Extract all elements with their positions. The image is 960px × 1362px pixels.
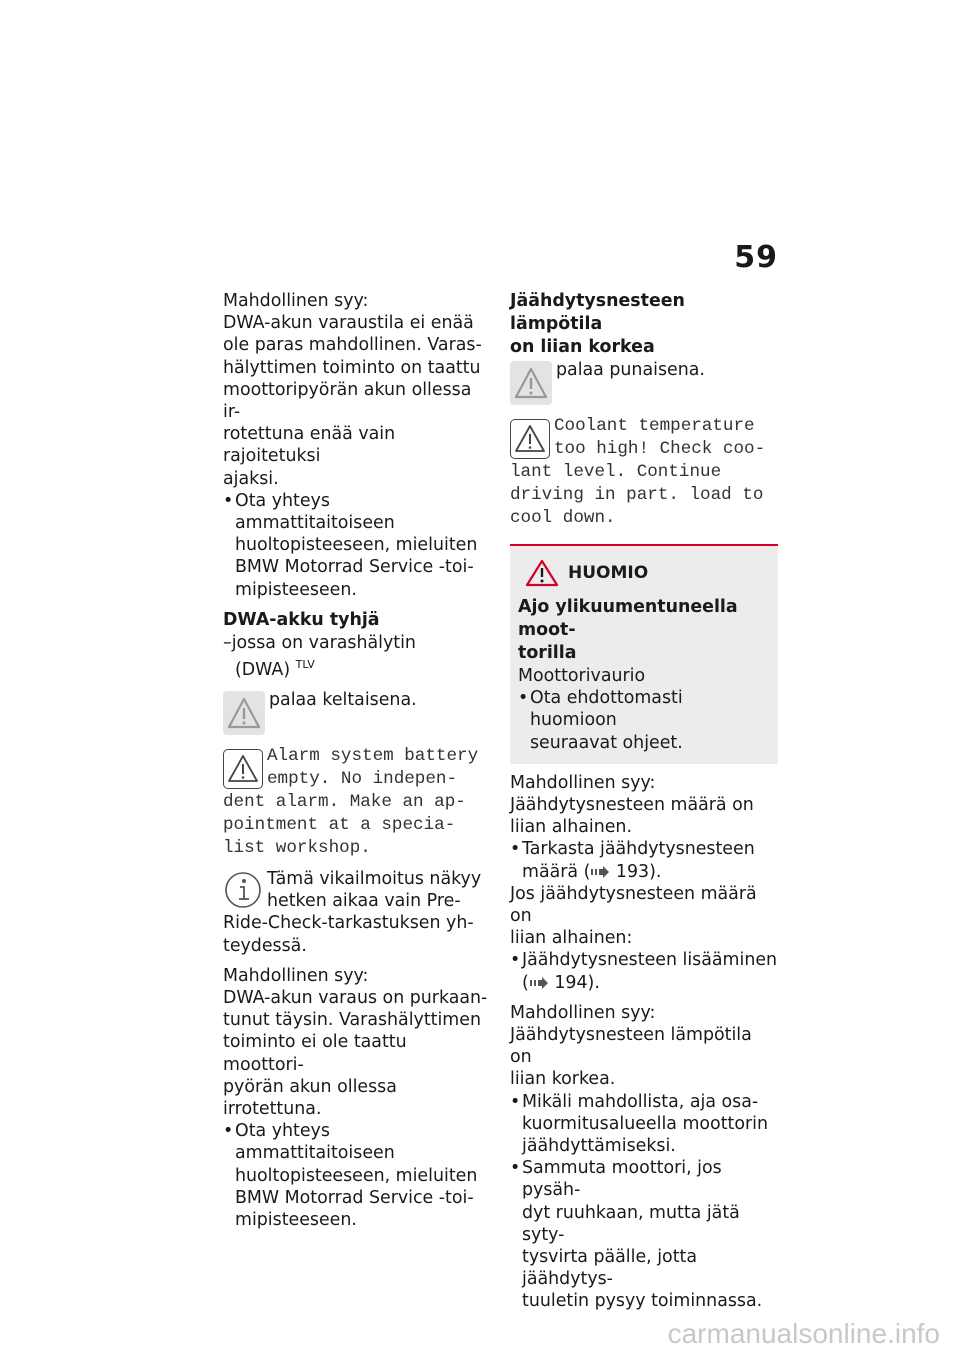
text-line: • Ota yhteys ammattitaitoiseen bbox=[235, 1121, 395, 1164]
text-line: DWA-akun varaus on purkaan- bbox=[223, 988, 488, 1009]
text-line: • Mikäli mahdollista, aja osa- bbox=[522, 1091, 759, 1112]
caution-triangle-icon bbox=[524, 558, 560, 588]
text-line: Tämä vikailmoitus näkyy bbox=[267, 869, 482, 890]
text-line: • Jäähdytysnesteen lisääminen bbox=[522, 950, 778, 971]
text-line: empty. No indepen- bbox=[267, 769, 458, 790]
right-column bbox=[510, 290, 778, 1313]
lamp-status: palaa punaisena. bbox=[556, 360, 705, 380]
text-line: • Sammuta moottori, jos pysäh- bbox=[522, 1158, 722, 1201]
text-line: toiminto ei ole taattu moottori- bbox=[223, 1032, 407, 1075]
notice-title: HUOMIO bbox=[568, 562, 649, 583]
text-line: liian korkea. bbox=[510, 1069, 616, 1090]
text-line: pointment at a specia- bbox=[223, 815, 456, 836]
text-line: Ride-Check-tarkastuksen yh- bbox=[223, 913, 474, 934]
text-line: Mahdollinen syy: bbox=[223, 965, 369, 986]
text-line: • Ota yhteys ammattitaitoiseen bbox=[235, 490, 395, 534]
bullet-item bbox=[510, 1157, 778, 1312]
dash-item-continuation bbox=[223, 654, 491, 681]
text-line: on liian korkea bbox=[510, 337, 655, 357]
page-reference-arrow-icon bbox=[529, 976, 549, 990]
info-icon bbox=[223, 870, 263, 910]
text-line: mipisteeseen. bbox=[235, 1210, 357, 1231]
notice-header bbox=[518, 558, 770, 588]
bullet-item bbox=[510, 1091, 778, 1158]
text-line: BMW Motorrad Service -toi- bbox=[235, 557, 474, 578]
text-line: cool down. bbox=[510, 508, 616, 528]
cause-paragraph-1 bbox=[510, 772, 778, 839]
text-line: pyörän akun ollessa irrotettuna. bbox=[223, 1076, 397, 1120]
text-line: seuraavat ohjeet. bbox=[530, 732, 683, 753]
superscript: TLV bbox=[295, 658, 315, 672]
warning-triangle-outline-icon bbox=[223, 749, 263, 789]
text-line: Mahdollinen syy: bbox=[223, 291, 369, 311]
info-note bbox=[223, 868, 491, 957]
cause-paragraph-2 bbox=[223, 965, 491, 1120]
text: (DWA) bbox=[235, 659, 291, 680]
text-line: tunut täysin. Varashälyttimen bbox=[223, 1010, 481, 1031]
text: ). bbox=[587, 972, 600, 993]
text: määrä ( bbox=[522, 861, 591, 882]
text-line: ole paras mahdollinen. Varas- bbox=[223, 335, 482, 356]
page-number: 59 bbox=[734, 240, 778, 275]
lamp-status: palaa keltaisena. bbox=[269, 690, 417, 711]
text-line: Coolant temperature bbox=[554, 416, 755, 436]
text-line bbox=[522, 861, 778, 883]
text-line: ajaksi. bbox=[223, 468, 279, 489]
text-line: Jäähdytysnesteen määrä on bbox=[510, 795, 754, 816]
watermark: carmanualsonline.info bbox=[667, 1318, 940, 1349]
condition-paragraph bbox=[510, 883, 778, 950]
text-line: dyt ruuhkaan, mutta jätä syty- bbox=[522, 1202, 740, 1245]
text-line: teydessä. bbox=[223, 935, 307, 956]
text-line bbox=[522, 972, 778, 994]
warning-triangle-icon bbox=[223, 691, 265, 735]
text: ( bbox=[522, 972, 529, 993]
text-line: liian alhainen: bbox=[510, 928, 633, 949]
text-line: Jos jäähdytysnesteen määrä on bbox=[510, 883, 757, 927]
caution-notice bbox=[510, 544, 778, 764]
bullet-item bbox=[223, 490, 491, 601]
text: ). bbox=[649, 861, 662, 882]
text-line: torilla bbox=[518, 643, 577, 663]
text-line: rotettuna enää vain rajoitetuksi bbox=[223, 424, 396, 467]
text-line: • Ota ehdottomasti huomioon bbox=[530, 688, 683, 731]
text-line: huoltopisteeseen, mieluiten bbox=[235, 535, 478, 556]
display-message bbox=[223, 745, 491, 860]
text-line: Alarm system battery bbox=[267, 746, 479, 767]
text-line: driving in part. load to bbox=[510, 485, 764, 505]
text-line: DWA-akun varaustila ei enää bbox=[223, 313, 474, 334]
text-line: kuormitusalueella moottorin bbox=[522, 1113, 768, 1134]
page-reference[interactable]: 194 bbox=[554, 972, 588, 993]
text-line: jäähdyttämiseksi. bbox=[522, 1136, 676, 1157]
bullet-item bbox=[223, 1120, 491, 1231]
display-message bbox=[510, 415, 778, 530]
cause-paragraph-1 bbox=[223, 290, 491, 490]
cause-paragraph-2 bbox=[510, 1002, 778, 1091]
text-line: • Tarkasta jäähdytysnesteen bbox=[522, 839, 755, 860]
bullet-item bbox=[510, 949, 778, 993]
warning-triangle-icon bbox=[510, 361, 552, 405]
text-line: tuuletin pysyy toiminnassa. bbox=[522, 1291, 763, 1312]
text-line: list workshop. bbox=[223, 838, 371, 859]
text-line: Jäähdytysnesteen lämpötila bbox=[510, 291, 685, 334]
text-line: huoltopisteeseen, mieluiten bbox=[235, 1165, 478, 1186]
text-line: moottoripyörän akun ollessa ir- bbox=[223, 379, 472, 423]
left-column bbox=[223, 290, 491, 1231]
notice-bullet bbox=[518, 687, 770, 754]
section-heading: DWA-akku tyhjä bbox=[223, 609, 380, 630]
warning-triangle-outline-icon bbox=[510, 419, 550, 459]
text-line: Mahdollinen syy: bbox=[510, 772, 656, 793]
section-heading bbox=[510, 290, 778, 359]
text-line: liian alhainen. bbox=[510, 817, 632, 838]
text-line: dent alarm. Make an ap- bbox=[223, 792, 466, 813]
text-line: tysvirta päälle, jotta jäähdytys- bbox=[522, 1247, 697, 1290]
page-reference-arrow-icon bbox=[590, 865, 610, 879]
text-line: lant level. Continue bbox=[510, 462, 722, 482]
text-line: hälyttimen toiminto on taattu bbox=[223, 357, 481, 378]
text-line: mipisteeseen. bbox=[235, 579, 357, 600]
text-line: Jäähdytysnesteen lämpötila on bbox=[510, 1025, 752, 1068]
text-line: Mahdollinen syy: bbox=[510, 1002, 656, 1023]
text-line: BMW Motorrad Service -toi- bbox=[235, 1187, 474, 1208]
bullet-item bbox=[510, 838, 778, 882]
page-reference[interactable]: 193 bbox=[615, 861, 650, 882]
notice-subtitle bbox=[518, 596, 770, 665]
text-line: too high! Check coo- bbox=[554, 439, 766, 459]
text-line: hetken aikaa vain Pre- bbox=[267, 891, 461, 912]
dash-item: –jossa on varashälytin bbox=[223, 632, 416, 653]
text-line: Ajo ylikuumentuneella moot- bbox=[518, 597, 738, 640]
notice-text: Moottorivaurio bbox=[518, 666, 646, 686]
